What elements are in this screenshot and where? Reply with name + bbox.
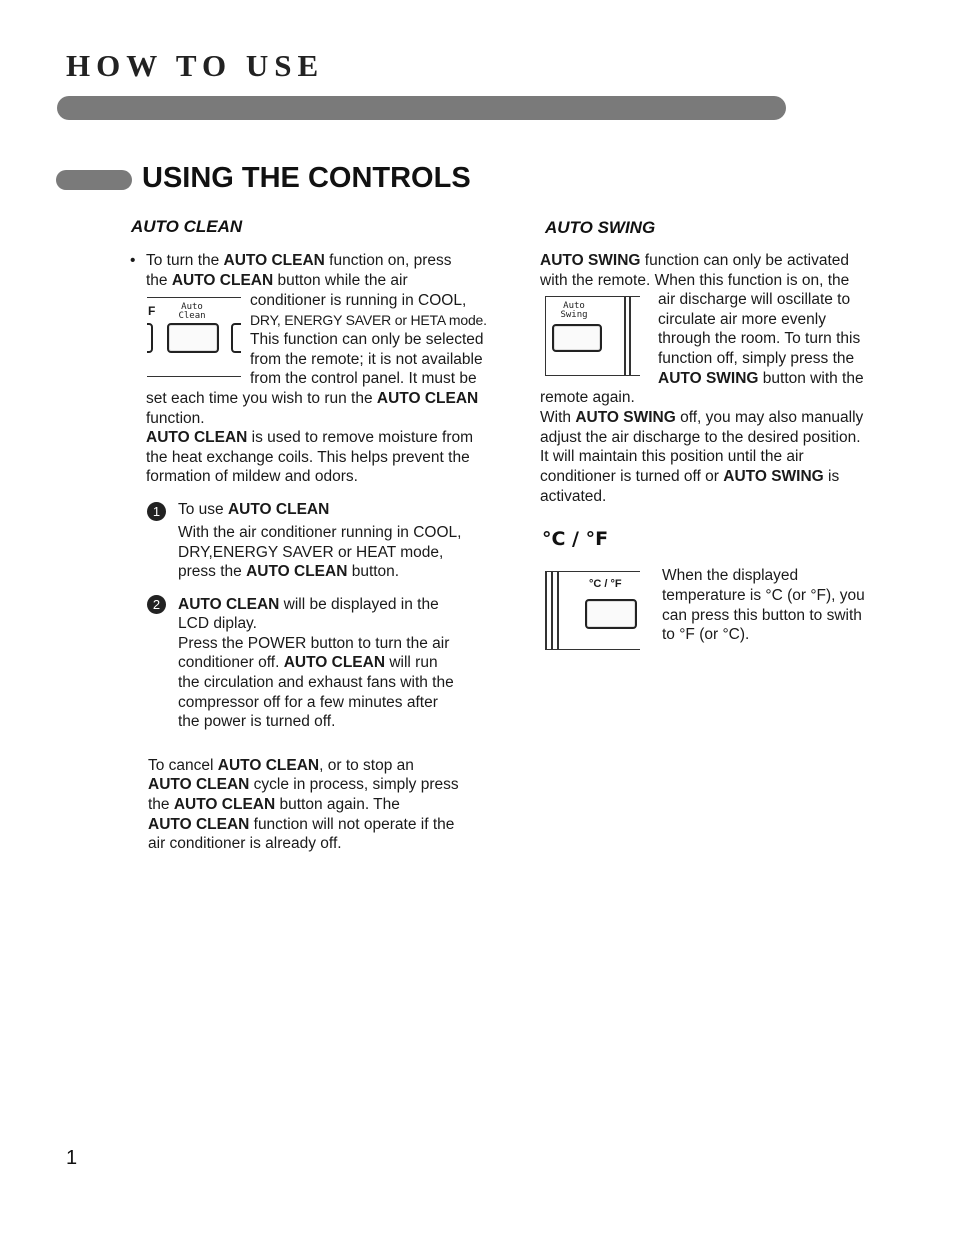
temp-unit-text-line: can press this button to swith (662, 607, 862, 624)
step-2-text: LCD diplay. (178, 615, 257, 632)
auto-swing-text-line: remote again. (540, 389, 635, 406)
auto-swing-text-line: air discharge will oscillate to (658, 291, 851, 308)
cancel-text: AUTO CLEAN function will not operate if the (148, 816, 455, 833)
step-1-text: press the AUTO CLEAN button. (178, 563, 400, 580)
auto-swing-text-line: AUTO SWING function can only be activated (540, 252, 849, 269)
step-number-2: 2 (147, 595, 166, 614)
step-2-text: AUTO CLEAN will be displayed in the (178, 596, 439, 613)
auto-clean-heading: AUTO CLEAN (131, 217, 243, 236)
step-1-text: DRY,ENERGY SAVER or HEAT mode, (178, 544, 444, 561)
step-2-text: the power is turned off. (178, 713, 336, 730)
auto-clean-text-line: formation of mildew and odors. (146, 468, 358, 485)
step-2-text: the circulation and exhaust fans with the (178, 674, 454, 691)
auto-swing-text-line: function off, simply press the (658, 350, 855, 367)
auto-swing-text-line: through the room. To turn this (658, 330, 861, 347)
cancel-text: air conditioner is already off. (148, 835, 342, 852)
auto-clean-text-line: the heat exchange coils. This helps prevent the (146, 449, 470, 466)
step-1-text: With the air conditioner running in COOL, (178, 524, 462, 541)
panel-edge (557, 572, 559, 649)
section-title: USING THE CONTROLS (142, 162, 471, 194)
panel-edge (551, 572, 553, 649)
section-pill (56, 170, 132, 190)
auto-clean-text-line: DRY, ENERGY SAVER or HETA mode. (250, 312, 487, 328)
auto-clean-button[interactable] (167, 323, 219, 353)
auto-swing-heading: AUTO SWING (545, 218, 656, 237)
auto-swing-text-line: activated. (540, 488, 607, 505)
auto-clean-text-line: function. (146, 410, 205, 427)
temp-unit-button[interactable] (585, 599, 637, 629)
auto-clean-text-line: set each time you wish to run the AUTO CLEAN (146, 390, 479, 407)
page-header-title: HOW TO USE (66, 48, 325, 83)
temp-unit-text-line: to °F (or °C). (662, 626, 750, 643)
cancel-text: To cancel AUTO CLEAN, or to stop an (148, 757, 414, 774)
step-2-text: conditioner off. AUTO CLEAN will run (178, 654, 438, 671)
page-number: 1 (66, 1147, 78, 1169)
step-number-1: 1 (147, 502, 166, 521)
temp-unit-button-illustration (545, 571, 640, 650)
panel-edge (629, 297, 631, 375)
auto-swing-text-line: circulate air more evenly (658, 311, 826, 328)
auto-clean-text-line: from the control panel. It must be (250, 370, 477, 387)
auto-clean-text-line: conditioner is running in COOL, (250, 292, 467, 309)
panel-edge (624, 297, 626, 375)
cancel-text: the AUTO CLEAN button again. The (148, 796, 400, 813)
step-2-text: compressor off for a few minutes after (178, 694, 438, 711)
button-label: °C / °F (589, 578, 622, 590)
step-2-text: Press the POWER button to turn the air (178, 635, 450, 652)
auto-swing-text-line: It will maintain this position until the air (540, 448, 804, 465)
auto-clean-text-line: To turn the AUTO CLEAN function on, press (146, 252, 452, 269)
auto-clean-text-line: AUTO CLEAN is used to remove moisture from (146, 429, 474, 446)
auto-swing-text-line: adjust the air discharge to the desired position. (540, 429, 861, 446)
bullet: • (130, 252, 136, 269)
auto-clean-text-line: from the remote; it is not available (250, 351, 483, 368)
adjacent-button-label: F (148, 304, 156, 318)
adjacent-button (147, 323, 153, 353)
auto-clean-text-line: the AUTO CLEAN button while the air (146, 272, 408, 289)
auto-swing-text-line: AUTO SWING button with the (658, 370, 864, 387)
header-bar (57, 96, 786, 120)
cancel-text: AUTO CLEAN cycle in process, simply press (148, 776, 459, 793)
auto-clean-text-line: This function can only be selected (250, 331, 484, 348)
panel-edge (545, 572, 547, 649)
auto-swing-text-line: with the remote. When this function is on, the (540, 272, 850, 289)
auto-clean-button-illustration (147, 297, 241, 377)
button-label: Auto Swing (560, 301, 588, 320)
temp-unit-text-line: When the displayed (662, 567, 799, 584)
temp-unit-heading: °C / °F (542, 528, 609, 550)
auto-swing-button-illustration (545, 296, 640, 376)
auto-swing-text-line: With AUTO SWING off, you may also manually (540, 409, 864, 426)
auto-swing-text-line: conditioner is turned off or AUTO SWING is (540, 468, 840, 485)
step-1-text: To use AUTO CLEAN (178, 501, 330, 518)
auto-swing-button[interactable] (552, 324, 602, 352)
adjacent-button (231, 323, 241, 353)
button-label: Auto Clean (178, 302, 206, 321)
temp-unit-text-line: temperature is °C (or °F), you (662, 587, 865, 604)
